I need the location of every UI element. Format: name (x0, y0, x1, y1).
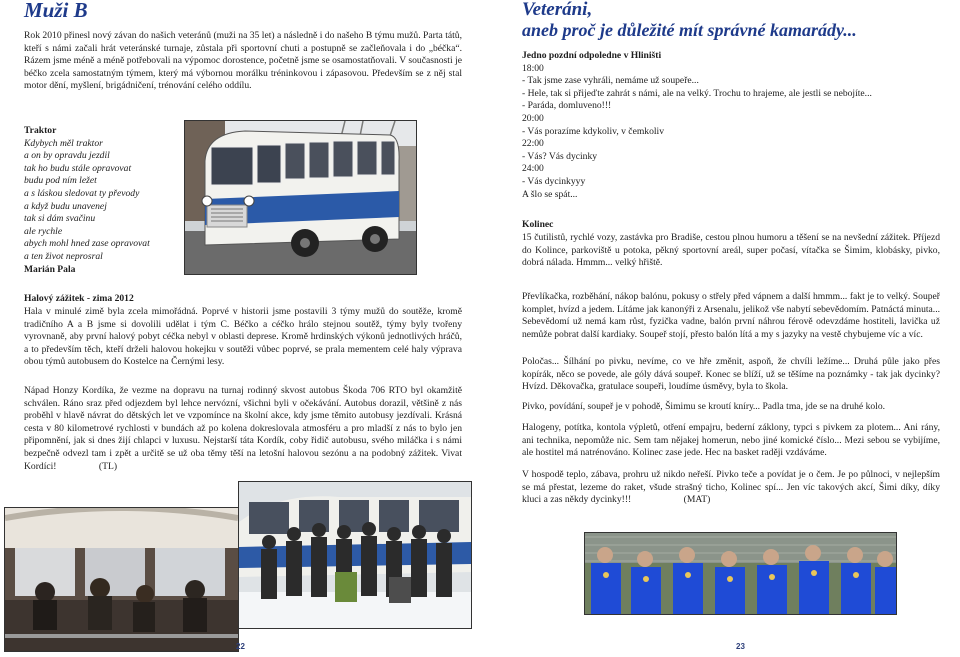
poem-line: tak si dám svačinu (24, 213, 96, 225)
bus-photo (184, 120, 417, 275)
poem-line: Kdybych měl traktor (24, 137, 103, 149)
napad-signature: (TL) (98, 460, 118, 472)
dialogue-line: - Vás dycinkyyy (522, 175, 586, 187)
hlinsti-section (522, 50, 940, 201)
vhospode-text: V hospodě teplo, zábava, prohru už nikdo neřeší. Pivko teče a povídat je o čem. Je po půlnoci, v nejlepším se má přestat, lezeme do raket, všude strašný ticho, Kolinec spí... Jen víc takových akcí, Šimi díky, díky kluci a zas někdy dycinky!!! (522, 469, 940, 506)
dialogue-line: - Vás porazíme kdykoliv, v čemkoliv (522, 125, 665, 137)
poem-line: a když budu unavenej (24, 200, 107, 212)
page-number-right: 23 (736, 642, 745, 651)
veterans-photo (584, 532, 897, 615)
vhospode-signature: (MAT) (683, 494, 711, 506)
kolinec-title: Kolinec (522, 219, 554, 230)
group-illustration (239, 482, 471, 628)
poem-line: tak ho budu stále opravovat (24, 162, 132, 174)
bus-illustration (185, 121, 416, 274)
napad-text: Nápad Honzy Kordíka, že vezme na dopravu na turnaj rodinný skvost autobus Škoda 706 RTO byl okamžitě schválen. Ráno sraz před odjezdem byl lehce nervózní, všichni byli v očekávání. Autobus dorazil, většině z nás proběhl v hlavě návrat do dětských let ve vzpomínce na školní akce, kdy jsme těmito autobusy jezdívali. Krásná cesta v 80 kilometrové rychlosti v bundách až po kolena dokreslovala atmosféru a pro mladší z nás to bylo jen připomnění, jak si dnes žijí chlapci v luxusu. Nejstarší táta Kordík, coby řidič autobusu, svého miláčka i s námi bezpečně odvezl tam i zpět a určitě se už oba těmy těší na letošní halovou sezónu a na podobný zážitek. Vivat Kordíci! (24, 385, 462, 472)
poem-line: abych mohl hned zase opravovat (24, 238, 150, 250)
dialogue-line: 24:00 (522, 163, 544, 175)
halovy-title: Halový zážitek - zima 2012 (24, 293, 134, 304)
poem-line: a on by opravdu jezdil (24, 150, 110, 162)
bus-interior-illustration (5, 508, 238, 651)
group-photo (238, 481, 472, 629)
page-title: Muži B (24, 0, 88, 22)
intro-paragraph: Rok 2010 přinesl nový závan do našich veteránů (muži na 35 let) a následně i do našeho B týmu mužů. Parta tátů, kteří s námi začali hrát veteránské turnaje, zůstala při sportovní chuti a postupně se začleňovala i do „béčka“. Rázem jsme méně a méně potřebovali na výpomoc dorostence, početně jsme se osamostatňovali. V současnosti je béčko zcela samostatným týmem, který má výbornou morálku tréninkovou i zápasovou. Především se z něj stal motor dění, myšlení, brigádničení, trénování celého oddílu. (24, 30, 462, 92)
pivko-paragraph: Pivko, povídání, soupeř je v pohodě, Šimimu se kroutí knírу... Padla tma, jde se na druhé kolo. (522, 401, 886, 412)
dialogue-line: 18:00 (522, 62, 544, 74)
right-page (480, 0, 960, 657)
halovy-paragraph: Hala v minulé zimě byla zcela mimořádná. Poprvé v historii jsme postavili 3 týmy mužů do soutěže, kromě tradičního A a B jsme si dovolili udělat i tým C. Béčko a céčko hrálo stejnou soutěž, týmy byly tvořeny vyrovnaně, aby první halový pobyt céčka nebyl v oblasti deprese. Kromě hrdinských výkonů jednotlivých hráčů, a to především těch, kteří drželi halovou hokejku v soutěži vůbec poprvé, se prala mementem celé haly výprava obou týmů autobusem do Kostelce na Černými lesy. (24, 306, 462, 368)
napad-paragraph (24, 385, 462, 473)
dialogue-line: - Tak jsme zase vyhráli, nemáme už soupeře... (522, 75, 699, 87)
title-veterani: Veteráni, (522, 0, 593, 20)
poem (24, 125, 182, 276)
dialogue-line: A šlo se spát... (522, 188, 578, 200)
polocas-paragraph: Poločas... Šílhání po pivku, nevíme, co ve hře změnit, aspoň, že chvíli ležíme... Druhá půle jako přes kopírák, něco se povede, ale góly dává soupeř. Konec se blíží, už se těšíme na poznámky - tak jak dycinky? Hvízd. Děkovačka, gratulace soupeři, loudíme úsměvy, byla to škola. (522, 356, 940, 393)
prevlek-paragraph: Převlíkačka, rozběhání, nákop balónu, pokusy o střely před vápnem a další hmmm... fakt je to velký. Soupeř komplet, hvízd a jedem. Lítáme jak kanonýři z Arsenalu, jelikož vše nabytí sebevědomím. Patnáctá minuta... Sebevědomí už nemá kam růst, fyzička vadne, balón první náhrou férově odevzdáme hostiteli, lavička už nemůže pobrat další kardiaky. Soupeř stojí, přesto balón lítá a my s jazyky na vestě chybujeme víc a víc. (522, 291, 940, 340)
vhospode-paragraph (522, 469, 940, 507)
dialogue-line: - Hele, tak si přijeďte zahrát s námi, ale na velký. Trochu to hrajeme, ale jestli se nebojíte... (522, 87, 872, 99)
poem-line: ale rychle (24, 225, 63, 237)
hlinsti-title: Jedno pozdní odpoledne v Hliništi (522, 50, 662, 61)
dialogue-line: 22:00 (522, 138, 544, 150)
kolinec-paragraph: 15 čutilistů, rychlé vozy, zastávka pro Bradiše, cestou plnou humoru a těšení se na nevšední zážitek. Příjezd do Kolince, parkoviště u potoka, pěkný sportovní areál, super počasí, vítačka se Šimim, klobásky, pivko, dobrá nálada. Hmmm... velký hřiště. (522, 232, 940, 269)
halogeny-paragraph: Halogeny, potítka, kontola výpletů, otření empajru, bederní záklony, typci s pivkem za plotem... Ani rány, ani technika, nepomůže nic. Sem tam nějakej homerun, nebo jiné komické číslo... Mezi sebou se vybijíme, ale hostitel má natrénováno. Kolinec zase jede. Hec na basket raději vzdáváme. (522, 422, 940, 459)
poem-line: a s láskou sledovat ty převody (24, 187, 140, 199)
page-title-right (522, 0, 857, 39)
subtitle: aneb proč je důležité mít správné kamarády... (522, 20, 857, 40)
poem-line: a ten život neprosral (24, 250, 103, 262)
bus-interior-photo (4, 507, 239, 652)
page-number-left: 22 (236, 642, 245, 651)
dialogue-line: 20:00 (522, 112, 544, 124)
dialogue-line: - Vás? Vás dycinky (522, 150, 598, 162)
poem-line: budu pod ním ležet (24, 175, 97, 187)
poem-author: Marián Pala (24, 263, 76, 275)
dialogue-line: - Paráda, domluveno!!! (522, 100, 612, 112)
poem-title: Traktor (24, 125, 57, 136)
veterans-illustration (585, 533, 896, 614)
